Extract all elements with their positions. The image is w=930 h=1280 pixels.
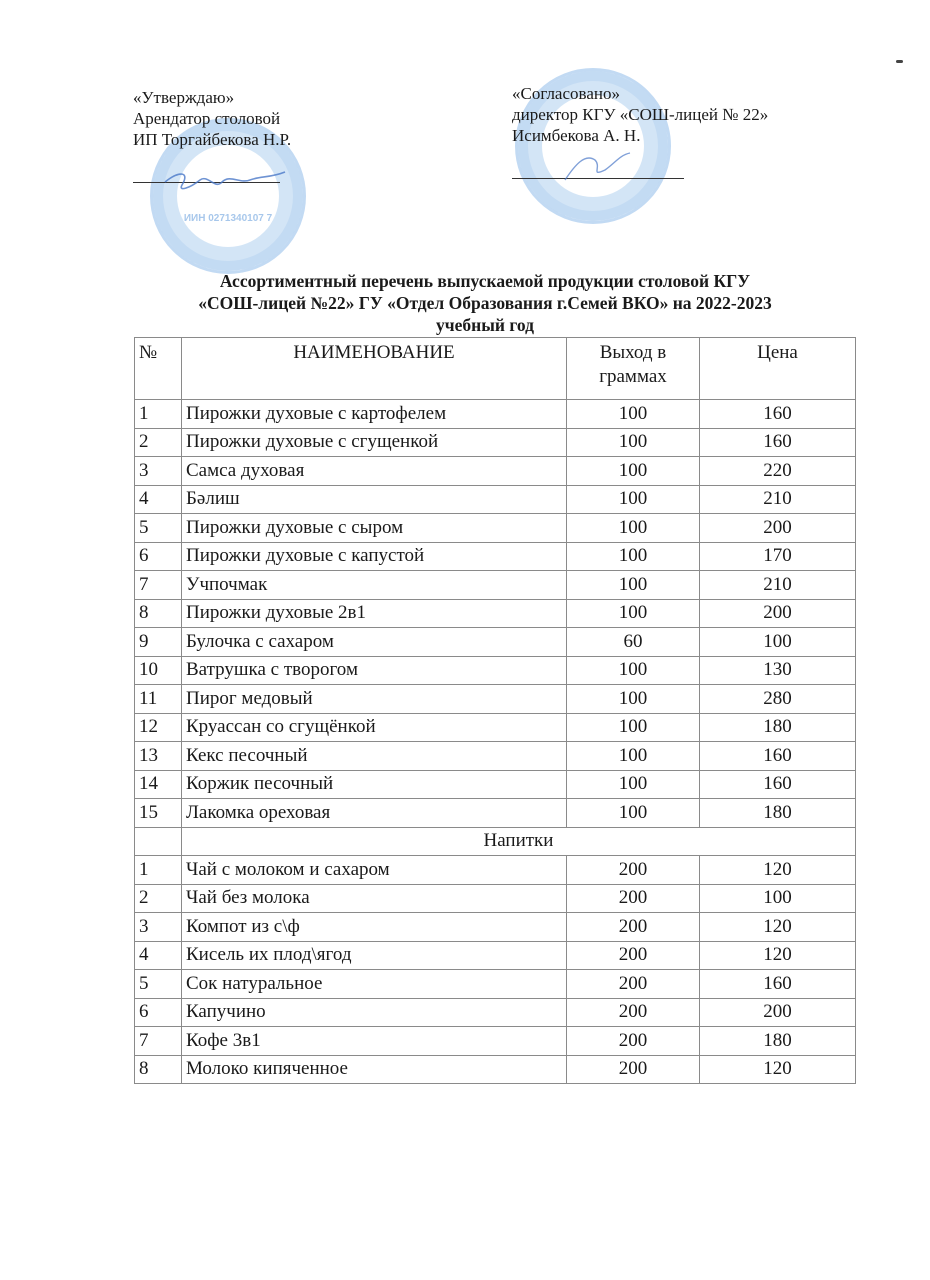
table-row: [135, 856, 856, 885]
row-name: Круассан со сгущёнкой: [182, 713, 567, 742]
row-name: Самса духовая: [182, 457, 567, 486]
approval-right-label: «Согласовано»: [512, 84, 620, 103]
approval-right-name: Исимбекова А. Н.: [512, 126, 641, 145]
row-weight: 100: [567, 656, 700, 685]
table-row: [135, 428, 856, 457]
row-name: Пирожки духовые с сыром: [182, 514, 567, 543]
row-num: 8: [135, 599, 182, 628]
row-num: 2: [135, 428, 182, 457]
row-num: 15: [135, 799, 182, 828]
row-num: 13: [135, 742, 182, 771]
row-price: 160: [700, 742, 856, 771]
row-weight: 200: [567, 1027, 700, 1056]
table-row: [135, 514, 856, 543]
row-name: Булочка с сахаром: [182, 628, 567, 657]
drinks-rows: [135, 856, 856, 1084]
table-row: [135, 1055, 856, 1084]
table-row: [135, 799, 856, 828]
row-price: 160: [700, 400, 856, 429]
table-row: [135, 884, 856, 913]
row-price: 280: [700, 685, 856, 714]
table-row: [135, 571, 856, 600]
table-row: [135, 542, 856, 571]
row-weight: 200: [567, 998, 700, 1027]
row-price: 160: [700, 770, 856, 799]
row-weight: 200: [567, 1055, 700, 1084]
scan-speck: [896, 60, 903, 63]
row-price: 130: [700, 656, 856, 685]
row-weight: 100: [567, 799, 700, 828]
table-row: [135, 685, 856, 714]
row-price: 210: [700, 571, 856, 600]
row-price: 210: [700, 485, 856, 514]
row-weight: 100: [567, 742, 700, 771]
row-name: Учпочмак: [182, 571, 567, 600]
row-price: 160: [700, 428, 856, 457]
row-weight: 100: [567, 428, 700, 457]
row-num: 6: [135, 998, 182, 1027]
table-row: [135, 713, 856, 742]
table-row: [135, 485, 856, 514]
table-row: [135, 400, 856, 429]
row-num: 8: [135, 1055, 182, 1084]
table-header-row: [135, 338, 856, 400]
left-signature-icon: [160, 160, 290, 200]
table-row: [135, 998, 856, 1027]
row-name: Пирожки духовые 2в1: [182, 599, 567, 628]
row-weight: 100: [567, 457, 700, 486]
row-name: Кофе 3в1: [182, 1027, 567, 1056]
row-price: 170: [700, 542, 856, 571]
bakery-rows: [135, 400, 856, 828]
table-row: [135, 970, 856, 999]
row-price: 120: [700, 856, 856, 885]
row-num: 1: [135, 856, 182, 885]
row-price: 120: [700, 941, 856, 970]
row-num: 4: [135, 485, 182, 514]
right-signature-icon: [560, 145, 640, 185]
row-name: Кисель их плод\ягод: [182, 941, 567, 970]
row-num: 7: [135, 1027, 182, 1056]
row-name: Пирожки духовые с капустой: [182, 542, 567, 571]
row-price: 100: [700, 884, 856, 913]
row-name: Чай без молока: [182, 884, 567, 913]
row-name: Молоко кипяченное: [182, 1055, 567, 1084]
left-stamp-text: ИИН 0271340107 7: [183, 213, 273, 224]
row-num: 3: [135, 457, 182, 486]
row-name: Сок натуральное: [182, 970, 567, 999]
row-num: 5: [135, 970, 182, 999]
row-price: 200: [700, 998, 856, 1027]
approval-left-name: ИП Торгайбекова Н.Р.: [133, 130, 292, 149]
row-price: 180: [700, 1027, 856, 1056]
header-price: Цена: [700, 338, 856, 400]
row-weight: 100: [567, 485, 700, 514]
row-weight: 200: [567, 970, 700, 999]
row-price: 120: [700, 913, 856, 942]
row-price: 200: [700, 599, 856, 628]
row-num: 14: [135, 770, 182, 799]
row-name: Пирожки духовые с картофелем: [182, 400, 567, 429]
row-num: 6: [135, 542, 182, 571]
table-row: [135, 941, 856, 970]
drinks-section-title: Напитки: [182, 827, 856, 856]
row-weight: 100: [567, 542, 700, 571]
row-price: 200: [700, 514, 856, 543]
row-weight: 100: [567, 685, 700, 714]
row-weight: 200: [567, 856, 700, 885]
row-weight: 100: [567, 713, 700, 742]
header-name: НАИМЕНОВАНИЕ: [182, 338, 567, 400]
row-num: 9: [135, 628, 182, 657]
approval-left: [133, 87, 291, 150]
table-row: [135, 599, 856, 628]
row-name: Кекс песочный: [182, 742, 567, 771]
table-row: [135, 770, 856, 799]
row-weight: 100: [567, 571, 700, 600]
row-weight: 100: [567, 514, 700, 543]
approval-right: [512, 83, 768, 146]
table-row: [135, 457, 856, 486]
assortment-table: [134, 337, 856, 1084]
row-price: 120: [700, 1055, 856, 1084]
row-weight: 60: [567, 628, 700, 657]
header-num: №: [135, 338, 182, 400]
row-price: 220: [700, 457, 856, 486]
table-row: [135, 656, 856, 685]
row-num: 4: [135, 941, 182, 970]
table-row: [135, 913, 856, 942]
table-row: [135, 1027, 856, 1056]
header-weight: Выход в граммах: [567, 338, 700, 400]
document-title-line2: «СОШ-лицей №22» ГУ «Отдел Образования г.Семей ВКО» на 2022-2023: [198, 293, 772, 313]
approval-left-position: Арендатор столовой: [133, 109, 281, 128]
row-num: 11: [135, 685, 182, 714]
drinks-section-row: [135, 827, 856, 856]
approval-left-label: «Утверждаю»: [133, 88, 235, 107]
row-price: 100: [700, 628, 856, 657]
row-name: Пирожки духовые с сгущенкой: [182, 428, 567, 457]
row-name: Пирог медовый: [182, 685, 567, 714]
row-num: 2: [135, 884, 182, 913]
row-name: Бәлиш: [182, 485, 567, 514]
row-num: 3: [135, 913, 182, 942]
row-weight: 200: [567, 941, 700, 970]
row-num: 12: [135, 713, 182, 742]
row-weight: 200: [567, 884, 700, 913]
section-num-empty: [135, 827, 182, 856]
row-num: 10: [135, 656, 182, 685]
document-title-line1: Ассортиментный перечень выпускаемой продукции столовой КГУ: [219, 271, 751, 291]
row-weight: 100: [567, 400, 700, 429]
document-title-line3: учебный год: [436, 315, 534, 335]
row-name: Ватрушка с творогом: [182, 656, 567, 685]
row-name: Компот из с\ф: [182, 913, 567, 942]
approval-right-position: директор КГУ «СОШ-лицей № 22»: [512, 105, 769, 124]
row-weight: 100: [567, 770, 700, 799]
row-name: Лакомка ореховая: [182, 799, 567, 828]
row-price: 180: [700, 799, 856, 828]
row-num: 5: [135, 514, 182, 543]
row-price: 180: [700, 713, 856, 742]
table-row: [135, 628, 856, 657]
table-row: [135, 742, 856, 771]
row-weight: 100: [567, 599, 700, 628]
row-name: Коржик песочный: [182, 770, 567, 799]
row-num: 1: [135, 400, 182, 429]
row-price: 160: [700, 970, 856, 999]
row-weight: 200: [567, 913, 700, 942]
row-num: 7: [135, 571, 182, 600]
row-name: Капучино: [182, 998, 567, 1027]
row-name: Чай с молоком и сахаром: [182, 856, 567, 885]
